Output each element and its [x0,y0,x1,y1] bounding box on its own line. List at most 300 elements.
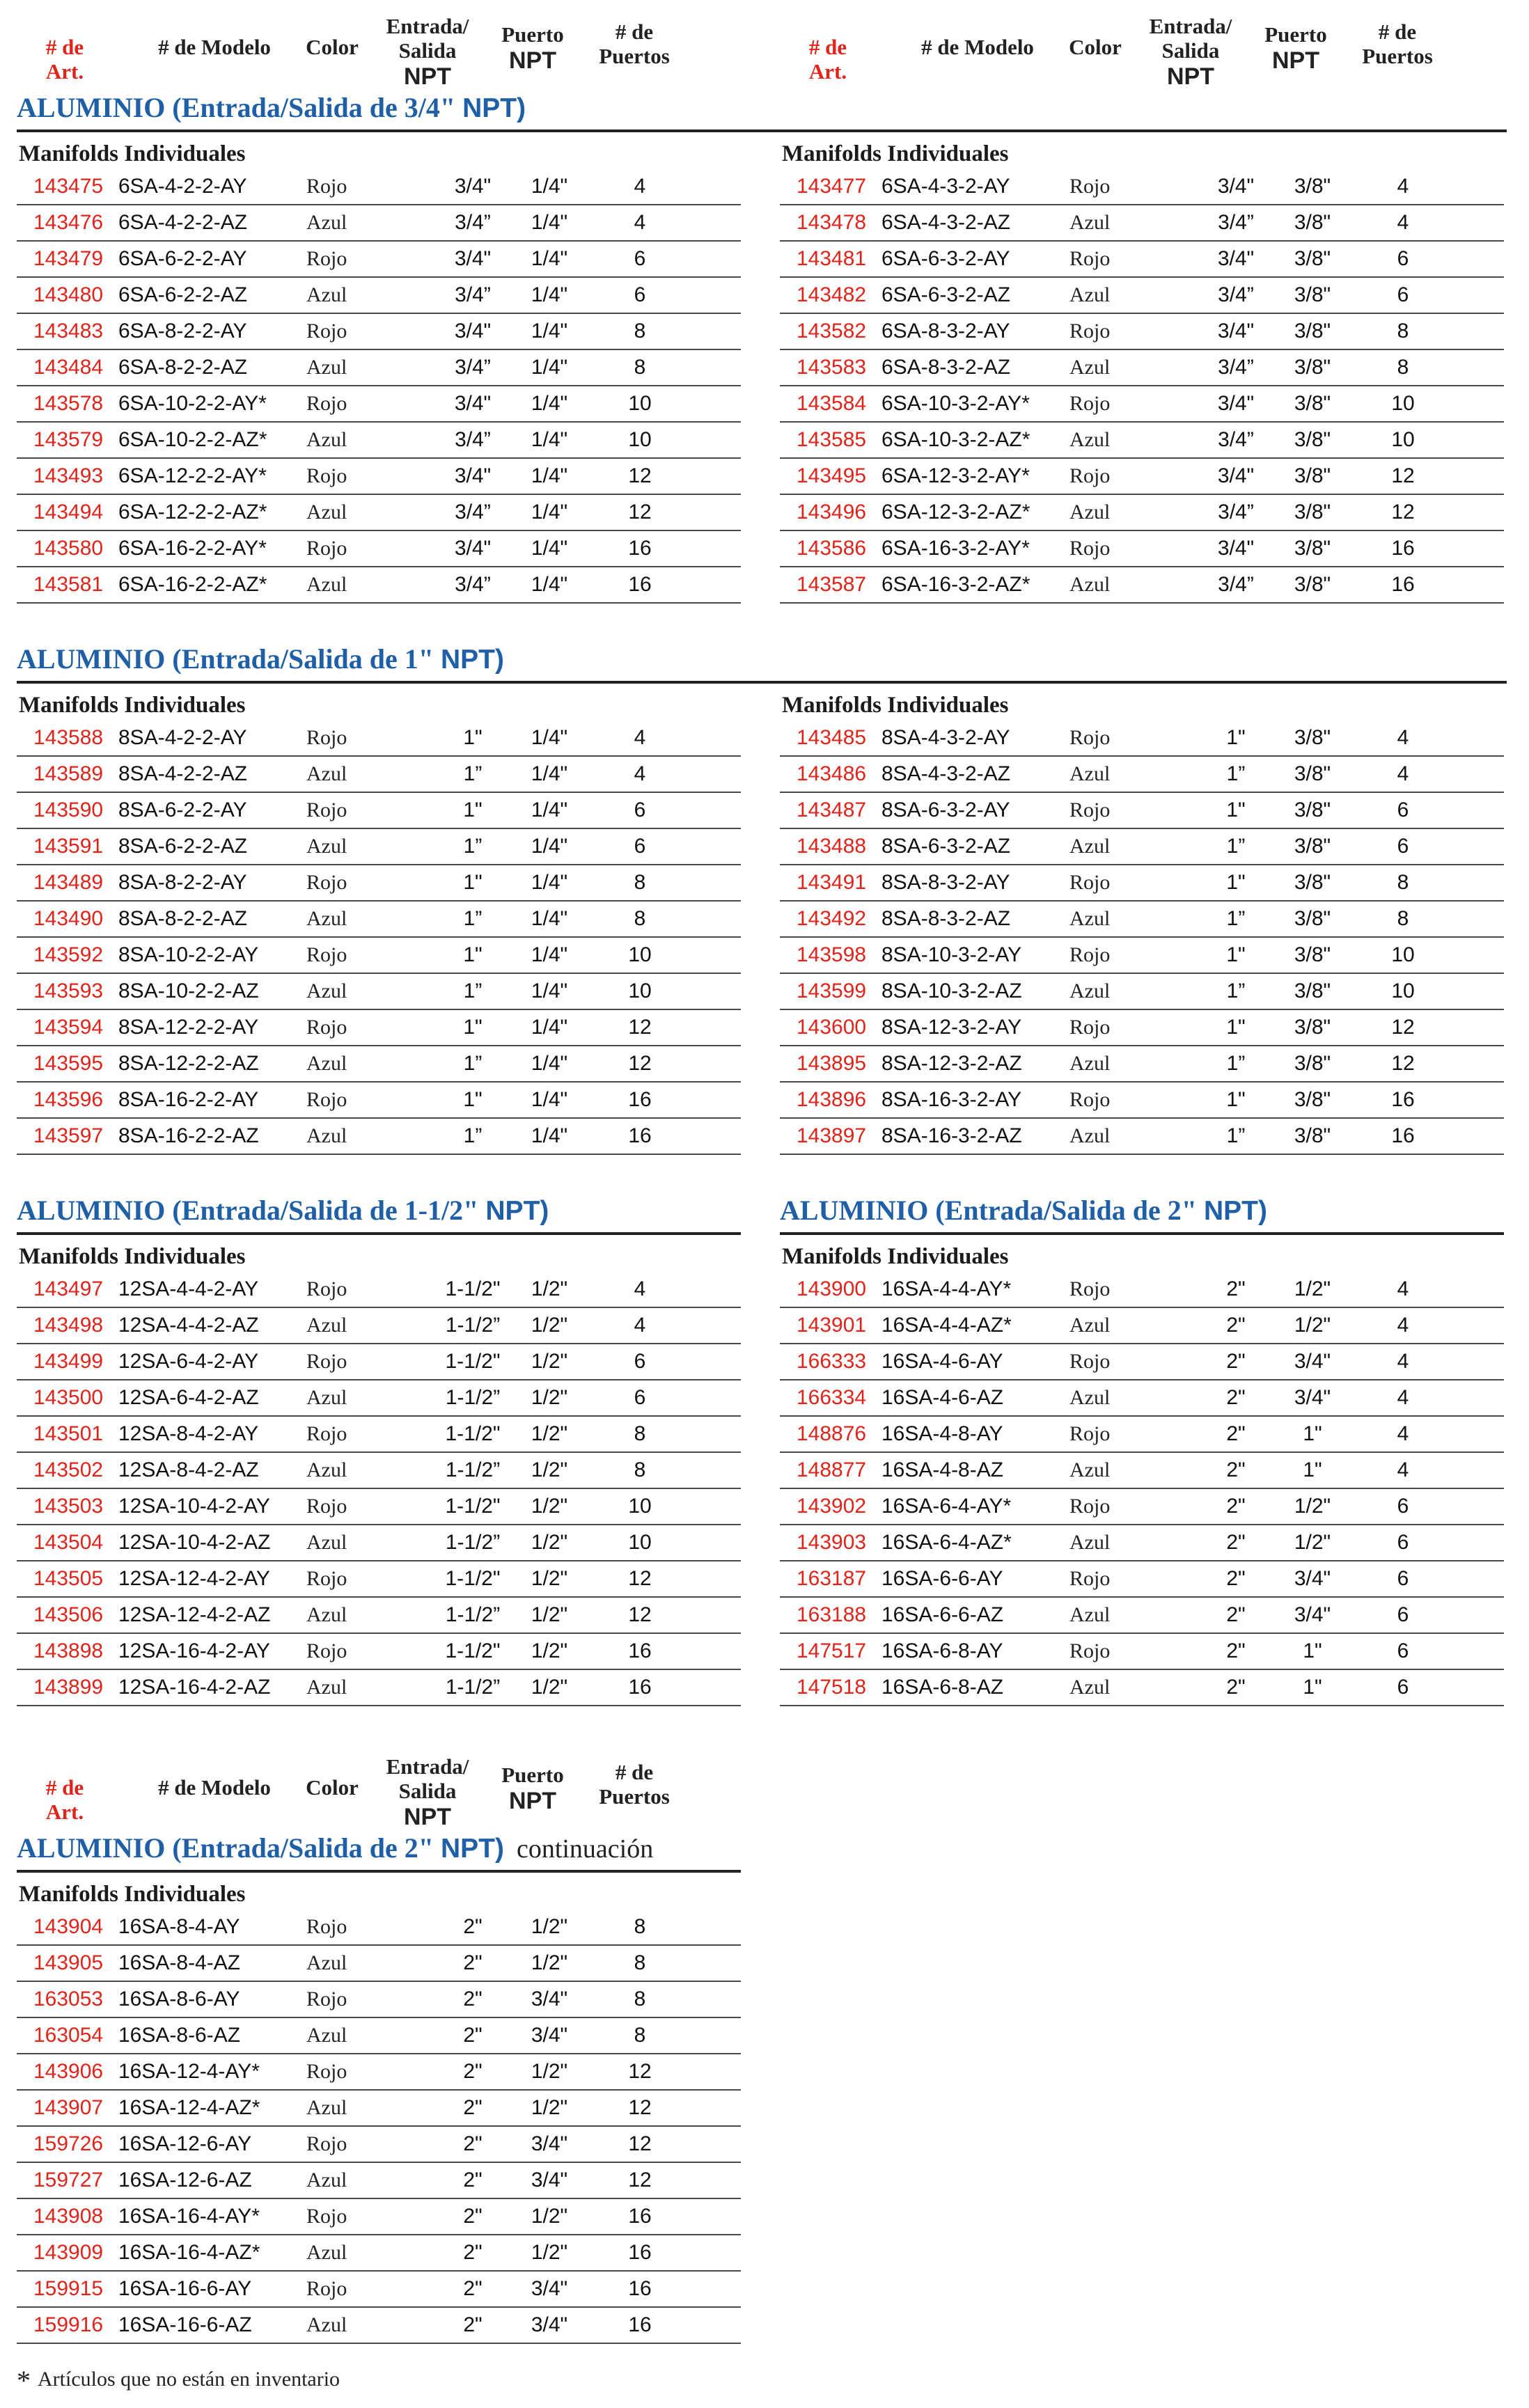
table-row [780,386,1504,423]
header-port [1250,22,1341,74]
port-size: 3/8" [1294,943,1331,966]
table-row [17,423,741,459]
color: Rojo [1069,1495,1111,1518]
inlet-outlet-size: 3/4" [1217,392,1255,415]
table-row [17,757,741,793]
color: Rojo [306,943,347,966]
port-count: 10 [628,392,652,415]
table-row [17,1598,741,1634]
color: Rojo [1069,464,1111,487]
subheading: Manifolds Individuales [19,141,246,166]
table-row [780,829,1504,865]
port-size: 3/4" [531,2169,568,2191]
table-row [17,459,741,495]
port-count: 12 [628,464,652,487]
inlet-outlet-size: 3/4" [1217,464,1255,487]
port-count: 10 [628,943,652,966]
table-row [780,350,1504,386]
port-count: 8 [634,871,646,894]
art-number: 143585 [797,428,867,451]
section-1in-quarter-port [17,684,741,1155]
color: Rojo [306,175,347,198]
model-number: 8SA-4-3-2-AY [881,726,1010,749]
inlet-outlet-size: 2" [463,2313,483,2336]
inlet-outlet-size: 2" [463,2241,483,2264]
header-num-bottom: Puertos [1362,44,1433,68]
header-inout-mid: Salida [398,1779,457,1803]
inlet-outlet-size: 3/4” [1218,428,1254,451]
table-row [780,1119,1504,1155]
color: Rojo [306,537,347,560]
port-count: 16 [1391,1124,1415,1147]
product-rows [17,721,741,1155]
art-number: 143901 [797,1314,867,1337]
model-number: 16SA-4-6-AZ [881,1386,1004,1409]
port-count: 6 [1397,247,1409,270]
model-number: 16SA-6-6-AY [881,1567,1003,1590]
art-number: 143594 [33,1016,104,1039]
port-count: 4 [634,175,646,198]
model-number: 16SA-8-6-AZ [118,2024,241,2047]
model-number: 8SA-4-2-2-AZ [118,762,248,785]
table-row [780,1272,1504,1308]
port-size: 3/8" [1294,283,1331,306]
color: Azul [1069,979,1111,1002]
model-number: 6SA-6-3-2-AZ [881,283,1011,306]
port-size: 1/2" [531,1495,568,1518]
inlet-outlet-size: 1” [1226,762,1246,785]
model-number: 16SA-16-4-AZ* [118,2241,260,2264]
footnote-text: Artículos que no están en inventario [38,2368,340,2391]
port-size: 1/4" [531,1088,568,1111]
inlet-outlet-size: 1" [463,871,483,894]
inlet-outlet-size: 2" [463,2096,483,2119]
inlet-outlet-size: 2" [1226,1495,1246,1518]
inlet-outlet-size: 2" [1226,1422,1246,1445]
color: Azul [306,573,347,596]
color: Azul [1069,907,1111,930]
section-title [780,1193,1504,1235]
art-number: 143580 [33,537,104,560]
port-size: 3/8" [1294,247,1331,270]
art-number: 143477 [797,175,867,198]
color: Rojo [306,2060,347,2083]
header-port-top: Puerto [501,22,564,47]
section-title [17,1193,741,1235]
port-count: 4 [634,762,646,785]
model-number: 16SA-8-4-AZ [118,1951,241,1974]
port-size: 3/8" [1294,1088,1331,1111]
inlet-outlet-size: 1" [1226,871,1246,894]
port-count: 6 [1397,798,1409,821]
inlet-outlet-size: 3/4” [455,573,491,596]
section-title-npt: NPT) [485,1196,549,1226]
model-number: 6SA-10-3-2-AZ* [881,428,1030,451]
port-count: 16 [628,537,652,560]
port-count: 12 [628,2060,652,2083]
table-row [17,793,741,829]
inlet-outlet-size: 1-1/2” [445,1603,501,1626]
color: Azul [1069,356,1111,379]
color: Rojo [306,798,347,821]
port-size: 1/4" [531,501,568,524]
port-size: 1" [1303,1458,1322,1481]
port-size: 3/4" [531,1988,568,2010]
port-count: 4 [634,211,646,234]
art-number: 159726 [33,2132,104,2155]
art-number: 143503 [33,1495,104,1518]
port-size: 1/2" [531,1915,568,1938]
color: Rojo [1069,175,1111,198]
header-port [487,22,578,74]
port-size: 3/8" [1294,537,1331,560]
port-size: 1/4" [531,907,568,930]
port-size: 1/4" [531,211,568,234]
model-number: 6SA-10-2-2-AY* [118,392,267,415]
footnote [17,2360,340,2396]
port-count: 16 [628,2277,652,2300]
header-inout-npt: NPT [404,1804,451,1830]
color: Rojo [1069,1016,1111,1039]
inlet-outlet-size: 1" [1226,1088,1246,1111]
art-number: 143897 [797,1124,867,1147]
color: Rojo [306,1016,347,1039]
art-number: 143485 [797,726,867,749]
color: Rojo [306,2205,347,2228]
model-number: 8SA-6-3-2-AZ [881,835,1011,858]
art-number: 143495 [797,464,867,487]
art-number: 143584 [797,392,867,415]
art-number: 143582 [797,320,867,343]
art-number: 143492 [797,907,867,930]
art-number: 143895 [797,1052,867,1075]
art-number: 143595 [33,1052,104,1075]
color: Rojo [306,1639,347,1662]
inlet-outlet-size: 1” [1226,835,1246,858]
art-number: 143581 [33,573,104,596]
art-number: 143496 [797,501,867,524]
port-size: 1/4" [531,428,568,451]
port-size: 1/2" [531,2241,568,2264]
inlet-outlet-size: 1-1/2" [445,1350,501,1373]
inlet-outlet-size: 3/4” [455,501,491,524]
table-row [17,242,741,278]
art-number: 143590 [33,798,104,821]
port-count: 16 [1391,537,1415,560]
port-count: 8 [1397,907,1409,930]
table-row [780,1489,1504,1525]
color: Rojo [306,726,347,749]
table-row [17,1417,741,1453]
port-size: 1/2" [531,2096,568,2119]
inlet-outlet-size: 2" [463,2169,483,2191]
color: Rojo [1069,726,1111,749]
model-number: 6SA-4-2-2-AZ [118,211,248,234]
table-row [17,1670,741,1706]
art-number: 143475 [33,175,104,198]
port-size: 3/4" [531,2024,568,2047]
port-size: 3/4" [531,2132,568,2155]
model-number: 16SA-4-8-AZ [881,1458,1004,1481]
header-port [487,1763,578,1815]
port-count: 6 [634,835,646,858]
port-count: 4 [634,1277,646,1300]
inlet-outlet-size: 3/4” [455,428,491,451]
port-count: 4 [1397,211,1409,234]
art-number: 143592 [33,943,104,966]
color: Rojo [306,1350,347,1373]
inlet-outlet-size: 3/4” [455,356,491,379]
section-2in-continued [17,1831,741,2344]
inlet-outlet-size: 2" [1226,1314,1246,1337]
section-3-4-left [17,91,1507,132]
art-number: 143493 [33,464,104,487]
table-row [780,757,1504,793]
table-row [17,1380,741,1417]
section-title-main: ALUMINIO (Entrada/Salida de 1" [17,643,434,675]
port-size: 1/4" [531,1016,568,1039]
port-count: 6 [1397,1639,1409,1662]
model-number: 6SA-8-2-2-AZ [118,356,248,379]
port-count: 6 [1397,1495,1409,1518]
port-size: 1/2" [531,1386,568,1409]
color: Azul [1069,762,1111,785]
inlet-outlet-size: 3/4" [1217,537,1255,560]
inlet-outlet-size: 3/4" [454,320,492,343]
table-row [17,1272,741,1308]
color: Azul [1069,1676,1111,1699]
port-size: 3/8" [1294,1052,1331,1075]
table-row [17,495,741,531]
art-number: 143500 [33,1386,104,1409]
port-size: 1/2" [531,1603,568,1626]
section-title-main: ALUMINIO (Entrada/Salida de 2" [780,1195,1197,1226]
art-number: 148876 [797,1422,867,1445]
port-size: 3/8" [1294,573,1331,596]
port-count: 8 [634,320,646,343]
port-size: 1" [1303,1676,1322,1699]
port-count: 8 [1397,871,1409,894]
table-row [17,2127,741,2163]
art-number: 163187 [797,1567,867,1590]
color: Rojo [306,247,347,270]
port-size: 1/2" [531,1314,568,1337]
model-number: 16SA-6-8-AZ [881,1676,1004,1699]
inlet-outlet-size: 1" [463,943,483,966]
color: Azul [1069,283,1111,306]
table-row [780,1561,1504,1598]
inlet-outlet-size: 1-1/2" [445,1567,501,1590]
inlet-outlet-size: 3/4" [1217,247,1255,270]
color: Azul [1069,211,1111,234]
inlet-outlet-size: 3/4" [454,464,492,487]
art-number: 143481 [797,247,867,270]
art-number: 143490 [33,907,104,930]
port-size: 1/2" [531,1277,568,1300]
header-color: Color [306,35,359,59]
color: Azul [1069,1458,1111,1481]
port-count: 12 [628,1567,652,1590]
model-number: 12SA-12-4-2-AZ [118,1603,271,1626]
port-count: 6 [1397,835,1409,858]
model-number: 6SA-6-2-2-AZ [118,283,248,306]
color: Rojo [306,1088,347,1111]
art-number: 143483 [33,320,104,343]
art-number: 143599 [797,979,867,1002]
table-row [17,1489,741,1525]
table-row [17,1982,741,2018]
table-row [17,829,741,865]
section-title-npt: NPT) [1203,1196,1267,1226]
inlet-outlet-size: 3/4” [1218,501,1254,524]
model-number: 12SA-4-4-2-AZ [118,1314,259,1337]
port-size: 1/2" [531,1639,568,1662]
model-number: 6SA-8-3-2-AY [881,320,1010,343]
table-row [17,567,741,604]
section-title-main: ALUMINIO (Entrada/Salida de 3/4" [17,92,456,123]
header-num-ports [589,19,680,68]
port-count: 6 [634,283,646,306]
art-number: 143899 [33,1676,104,1699]
port-size: 1/4" [531,1052,568,1075]
port-size: 1/4" [531,798,568,821]
art-number: 143479 [33,247,104,270]
model-number: 8SA-16-2-2-AY [118,1088,259,1111]
table-row [17,314,741,350]
art-number: 166333 [797,1350,867,1373]
port-size: 3/8" [1294,501,1331,524]
table-row [780,1046,1504,1083]
color: Azul [306,1458,347,1481]
art-number: 143905 [33,1951,104,1974]
inlet-outlet-size: 3/4" [1217,320,1255,343]
inlet-outlet-size: 1" [463,1016,483,1039]
art-number: 143587 [797,573,867,596]
section-3-4-three-eighths-port [780,132,1504,604]
port-size: 3/8" [1294,835,1331,858]
port-size: 1/2" [531,1458,568,1481]
port-size: 3/8" [1294,1124,1331,1147]
color: Azul [1069,428,1111,451]
port-size: 3/8" [1294,211,1331,234]
header-inout-top: Entrada/ [386,14,469,38]
table-row [780,1308,1504,1344]
color: Azul [306,1531,347,1554]
port-count: 8 [634,907,646,930]
port-count: 4 [1397,762,1409,785]
table-row [17,865,741,902]
header-num-top: # de [615,19,654,44]
inlet-outlet-size: 2" [1226,1676,1246,1699]
model-number: 16SA-8-4-AY [118,1915,240,1938]
port-count: 16 [628,1639,652,1662]
table-row [780,495,1504,531]
inlet-outlet-size: 2" [463,2205,483,2228]
port-count: 4 [634,726,646,749]
inlet-outlet-size: 1” [1226,1052,1246,1075]
header-model: # de Modelo [158,1775,271,1800]
art-number: 143596 [33,1088,104,1111]
inlet-outlet-size: 2" [1226,1603,1246,1626]
port-count: 10 [628,979,652,1002]
model-number: 6SA-12-3-2-AZ* [881,501,1030,524]
inlet-outlet-size: 1-1/2” [445,1676,501,1699]
model-number: 16SA-12-6-AZ [118,2169,252,2191]
port-size: 3/8" [1294,356,1331,379]
port-count: 12 [628,1052,652,1075]
table-row [780,205,1504,242]
model-number: 6SA-6-3-2-AY [881,247,1010,270]
inlet-outlet-size: 1” [463,835,483,858]
port-count: 12 [628,2096,652,2119]
header-model: # de Modelo [158,35,271,59]
subheading: Manifolds Individuales [782,1244,1009,1269]
inlet-outlet-size: 2" [463,2132,483,2155]
table-row [780,314,1504,350]
color: Rojo [1069,1350,1111,1373]
inlet-outlet-size: 3/4" [454,175,492,198]
port-size: 3/8" [1294,798,1331,821]
inlet-outlet-size: 1” [463,979,483,1002]
header-num-top: # de [615,1760,654,1784]
art-number: 143900 [797,1277,867,1300]
port-count: 16 [1391,573,1415,596]
port-size: 1/2" [1294,1277,1331,1300]
table-row [780,1453,1504,1489]
inlet-outlet-size: 1” [1226,1124,1246,1147]
color: Azul [306,356,347,379]
table-row [780,1417,1504,1453]
table-row [780,974,1504,1010]
section-1-1-2in [17,1193,741,1706]
port-size: 1/4" [531,175,568,198]
color: Azul [306,1951,347,1974]
model-number: 16SA-16-6-AY [118,2277,252,2300]
table-row [780,721,1504,757]
model-number: 12SA-16-4-2-AZ [118,1676,271,1699]
table-row [780,938,1504,974]
color: Azul [306,1386,347,1409]
port-size: 3/4" [531,2313,568,2336]
art-number: 143488 [797,835,867,858]
art-number: 143476 [33,211,104,234]
art-number: 147517 [797,1639,867,1662]
product-rows [780,721,1504,1155]
table-row [780,531,1504,567]
model-number: 12SA-8-4-2-AZ [118,1458,259,1481]
color: Rojo [1069,392,1111,415]
model-number: 6SA-10-2-2-AZ* [118,428,267,451]
table-row [17,2308,741,2344]
table-row [780,1010,1504,1046]
table-row [17,350,741,386]
table-row [780,902,1504,938]
color: Rojo [1069,1088,1111,1111]
model-number: 6SA-8-3-2-AZ [881,356,1011,379]
table-row [780,1670,1504,1706]
art-number: 159916 [33,2313,104,2336]
table-row [17,1525,741,1561]
color: Rojo [1069,798,1111,821]
art-number: 163188 [797,1603,867,1626]
color: Azul [1069,1314,1111,1337]
model-number: 8SA-8-3-2-AY [881,871,1010,894]
model-number: 6SA-16-3-2-AY* [881,537,1030,560]
table-row [17,721,741,757]
port-count: 16 [1391,1088,1415,1111]
header-inout [1142,14,1239,91]
port-count: 12 [1391,1016,1415,1039]
